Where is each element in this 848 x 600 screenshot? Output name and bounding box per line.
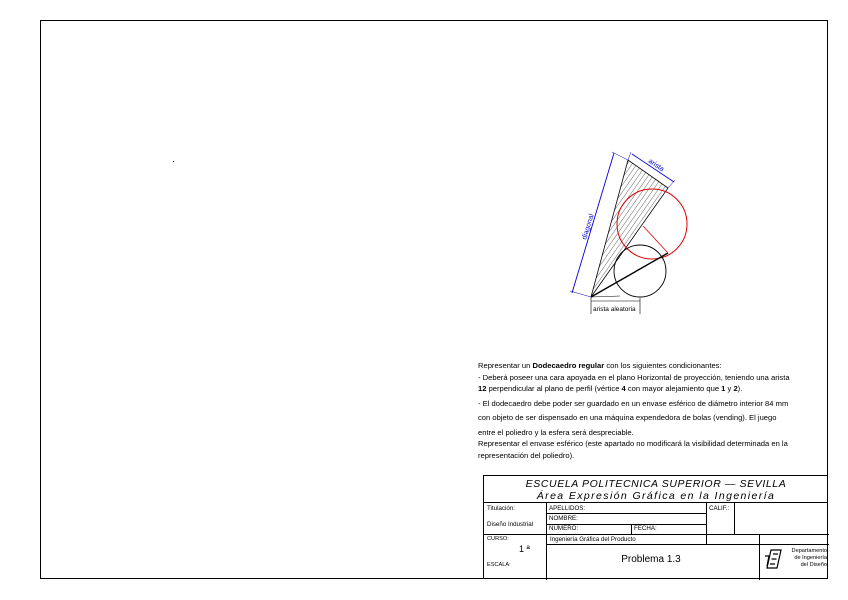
subject-name: Ingeniería Gráfica del Producto [550, 536, 636, 543]
titulacion-label: Titulación: [487, 505, 515, 512]
stray-dot [173, 161, 174, 162]
black-circle [614, 245, 666, 297]
diagonal-label: diagonal [581, 213, 596, 241]
problem-number: Problema 1.3 [621, 554, 681, 565]
numero-label: NUMERO: [549, 525, 579, 532]
construction-drawing [560, 148, 700, 323]
apellidos-label: APELLIDOS: [549, 505, 586, 512]
arista-label: arista [646, 157, 665, 174]
fecha-label: FECHA: [634, 525, 657, 532]
nombre-label: NOMBRE: [549, 515, 578, 522]
school-header: ESCUELA POLITECNICA SUPERIOR — SEVILLA Área Expresión Gráfica en la Ingeniería [484, 476, 828, 503]
hatched-triangle [591, 157, 668, 297]
escala-label: ESCALA: [487, 562, 511, 568]
calif-label: CALIF.: [709, 505, 730, 512]
department-logo-icon [764, 548, 784, 570]
titulacion-value: Diseño Industrial [487, 521, 534, 528]
problem-statement: Representar un Dodecaedro regular con los siguientes condicionantes: - Deberá poseer una cara apoyada en el plano Horizontal de proyección, teniendo una arista 12 perpendicular al plano de perfil (vértice 4 con mayor alejamiento que 1 y 2). - El dodecaedro debe poder ser guardado en un envase esférico de diámetro interior 84 mm con objeto de ser dispensado en una máquina expendedora de bolas (vending). El juego entre el poliedro y la esfera será despreciable. Representar el envase esférico (este apartado no modificará la visibilidad determinada en la representación del poliedro). [478, 361, 790, 460]
arista-aleatoria-label: arista aleatoria [593, 306, 636, 313]
curso-label: CURSO: [487, 536, 509, 542]
curso-value: 1 ª [519, 544, 530, 554]
department-name: Departamento de Ingeniería del Diseño [791, 548, 827, 568]
title-block [483, 475, 828, 579]
